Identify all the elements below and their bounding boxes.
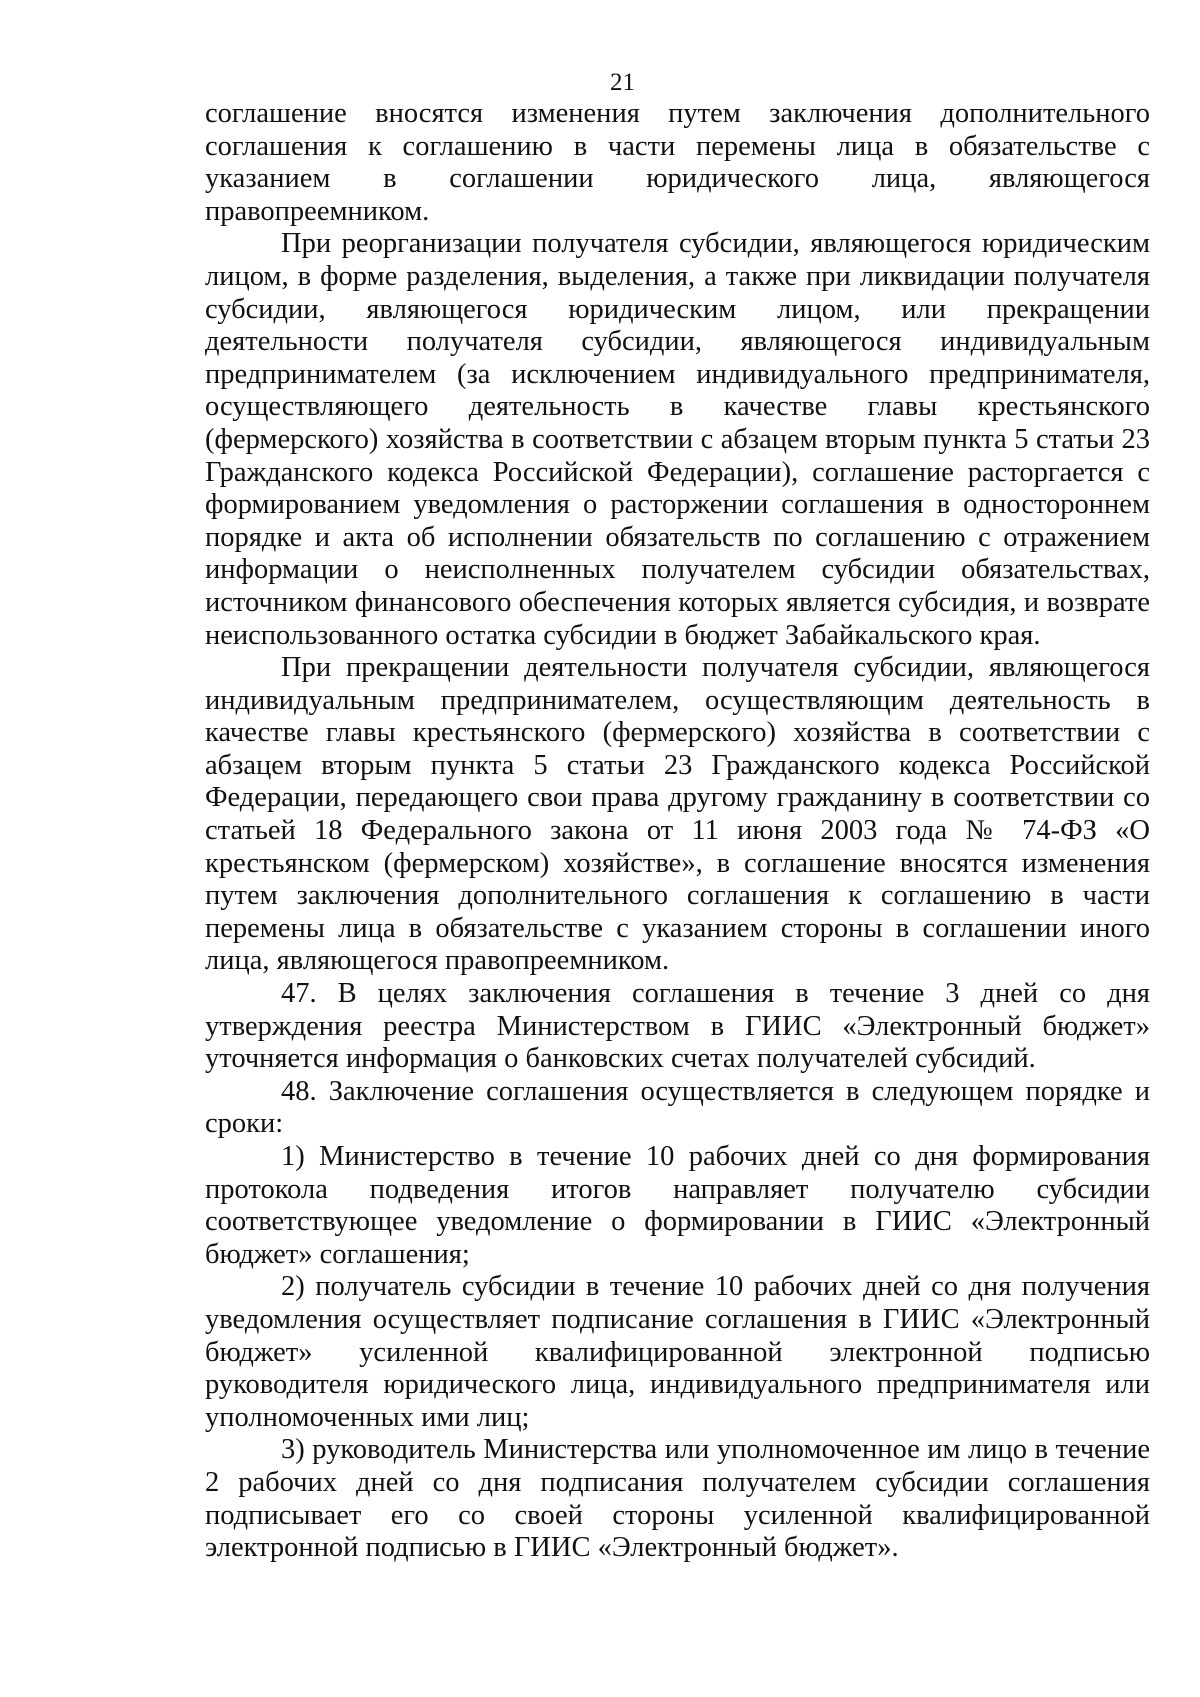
page-number: 21 xyxy=(610,69,635,96)
paragraph-reorganization: При реорганизации получателя субсидии, являющегося юридическим лицом, в форме разделения, выделения, а также при ликвидации получателя субсидии, являющегося юридическим лицом, или прекращении деятельности получателя субсидии, являющегося индивидуальным предпринимателем (за исключением индивидуального предпринимателя, осуществляющего деятельность в качестве главы крестьянского (фермерского) хозяйства в соответствии с абзацем вторым пункта 5 статьи 23 Гражданского кодекса Российской Федерации), соглашение расторгается с формированием уведомления о расторжении соглашения в одностороннем порядке и акта об исполнении обязательств по соглашению с отражением информации о неисполненных получателем субсидии обязательствах, источником финансового обеспечения которых является субсидия, и возврате неиспользованного остатка субсидии в бюджет Забайкальского края. xyxy=(205,228,1150,651)
list-item-2: 2) получатель субсидии в течение 10 рабочих дней со дня получения уведомления осуществляет подписание соглашения в ГИИС «Электронный бюджет» усиленной квалифицированной электронной подписью руководителя юридического лица, индивидуального предпринимателя или уполномоченных ими лиц; xyxy=(205,1271,1150,1433)
list-item-1: 1) Министерство в течение 10 рабочих дней со дня формирования протокола подведения итогов направляет получателю субсидии соответствующее уведомление о формировании в ГИИС «Электронный бюджет» соглашения; xyxy=(205,1141,1150,1270)
paragraph-48: 48. Заключение соглашения осуществляется в следующем порядке и сроки: xyxy=(205,1075,1150,1140)
document-body xyxy=(205,98,1150,1565)
paragraph-continuation: соглашение вносятся изменения путем заключения дополнительного соглашения к соглашению в части перемены лица в обязательстве с указанием в соглашении юридического лица, являющегося правопреемником. xyxy=(205,98,1150,227)
paragraph-47: 47. В целях заключения соглашения в течение 3 дней со дня утверждения реестра Министерством в ГИИС «Электронный бюджет» уточняется информация о банковских счетах получателей субсидий. xyxy=(205,978,1150,1075)
list-item-3: 3) руководитель Министерства или уполномоченное им лицо в течение 2 рабочих дней со дня подписания получателем субсидии соглашения подписывает его со своей стороны усиленной квалифицированной электронной подписью в ГИИС «Электронный бюджет». xyxy=(205,1434,1150,1564)
paragraph-termination: При прекращении деятельности получателя субсидии, являющегося индивидуальным предпринимателем, осуществляющим деятельность в качестве главы крестьянского (фермерского) хозяйства в соответствии с абзацем вторым пункта 5 статьи 23 Гражданского кодекса Российской Федерации, передающего свои права другому гражданину в соответствии со статьей 18 Федерального закона от 11 июня 2003 года № 74-ФЗ «О крестьянском (фермерском) хозяйстве», в соглашение вносятся изменения путем заключения дополнительного соглашения к соглашению в части перемены лица в обязательстве с указанием стороны в соглашении иного лица, являющегося правопреемником. xyxy=(205,652,1150,977)
